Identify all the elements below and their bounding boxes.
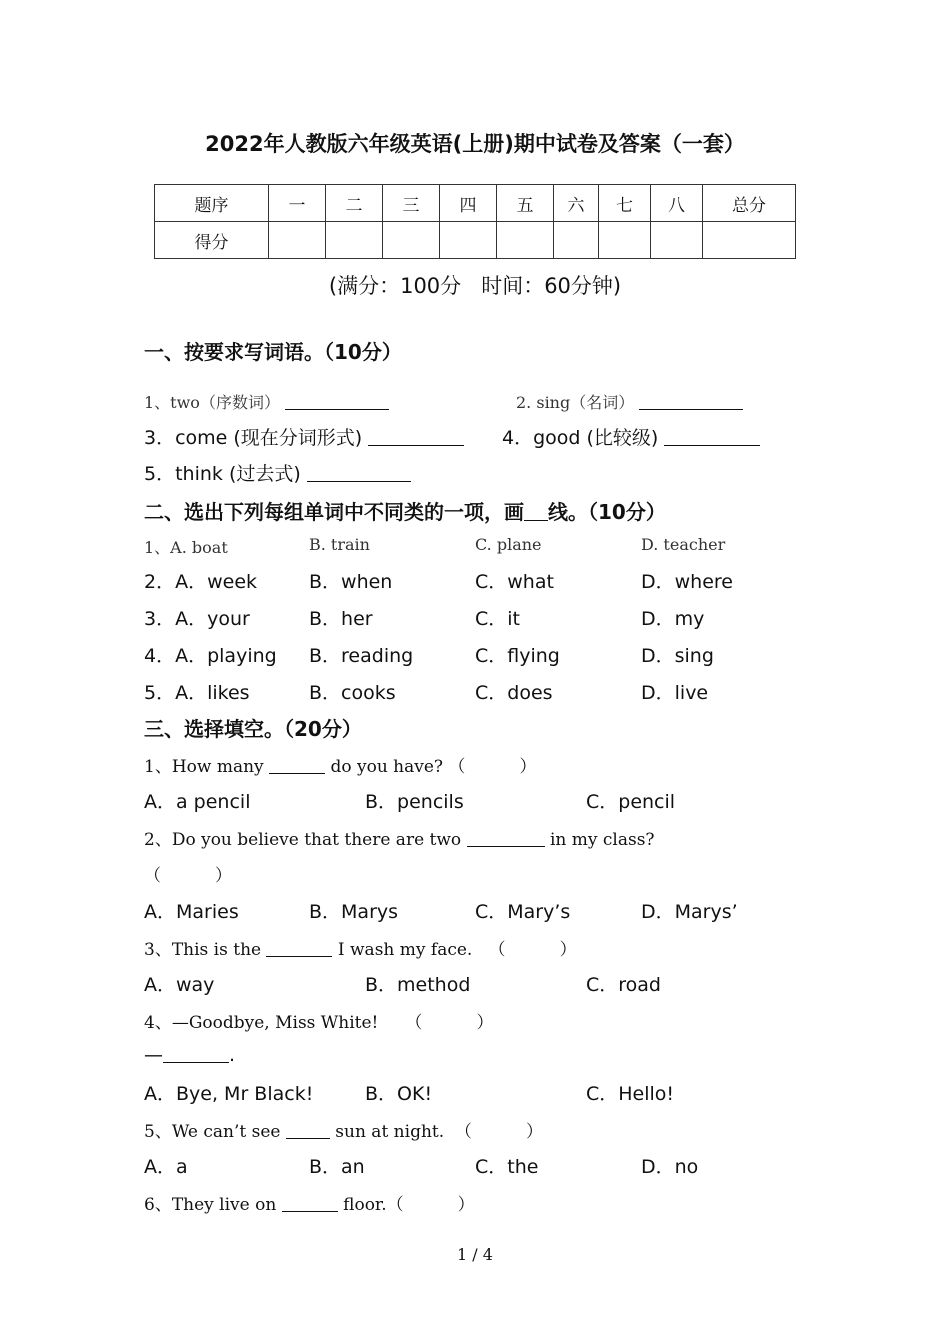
s3-q5-post: sun at night. （ ）: [335, 1122, 543, 1142]
answer-blank[interactable]: [286, 1121, 330, 1139]
s3-option: B．OK!: [365, 1083, 433, 1105]
score-header-cell: 六: [554, 185, 599, 222]
s3-option: B．method: [365, 974, 471, 996]
s2-option: 3．A．your: [144, 608, 250, 630]
s3-option: A．Bye, Mr Black!: [144, 1083, 314, 1105]
score-header-cell: 五: [497, 185, 554, 222]
score-cell[interactable]: [703, 222, 796, 259]
s1-q5-text: 5．think (过去式): [144, 463, 301, 485]
s1-question-1: [144, 390, 389, 413]
s1-question-3: [144, 423, 464, 450]
s3-question-3: [144, 935, 577, 960]
s3-q3-pre: 3、This is the: [144, 940, 262, 960]
s2-option: B. train: [309, 535, 370, 554]
score-cell[interactable]: [599, 222, 651, 259]
s2-heading-pre: 二、选出下列每组单词中不同类的一项，画: [144, 500, 524, 524]
score-header-cell: 题序: [155, 185, 269, 222]
s3-question-4: 4、—Goodbye, Miss White! （ ）: [144, 1013, 494, 1033]
s3-q4-period: .: [229, 1044, 236, 1066]
s3-q2-paren: （ ）: [144, 866, 233, 886]
s1-q2-text: 2. sing（名词）: [516, 393, 635, 412]
s3-option: B．an: [309, 1156, 365, 1178]
score-row-label: 得分: [155, 222, 269, 259]
s2-option: B．when: [309, 571, 393, 593]
s2-option: D．live: [641, 682, 709, 704]
s2-option: B．reading: [309, 645, 414, 667]
s2-heading-post: 线。（10分）: [548, 500, 666, 524]
s2-option: D. teacher: [641, 535, 726, 554]
s2-option: 4．A．playing: [144, 645, 277, 667]
s3-option: A．a pencil: [144, 791, 251, 813]
section3-heading: 三、选择填空。（20分）: [144, 717, 362, 741]
s1-q1-text: 1、two（序数词）: [144, 393, 280, 412]
answer-blank[interactable]: [282, 1194, 338, 1212]
s2-option: D．my: [641, 608, 705, 630]
s3-question-5: [144, 1117, 543, 1142]
score-header-cell: 总分: [703, 185, 796, 222]
answer-blank[interactable]: [163, 1043, 229, 1063]
answer-blank[interactable]: [266, 939, 332, 957]
score-cell[interactable]: [440, 222, 497, 259]
s3-option: B．pencils: [365, 791, 464, 813]
s2-option: C．it: [475, 608, 520, 630]
score-table: [154, 184, 796, 259]
s1-question-2: [516, 390, 743, 413]
s3-q2-post: in my class?: [549, 830, 655, 850]
score-header-cell: 二: [326, 185, 383, 222]
s3-option: C．Mary’s: [475, 901, 571, 923]
s2-option: B．cooks: [309, 682, 396, 704]
s3-option: C．pencil: [586, 791, 676, 813]
score-table-score-row: [155, 222, 796, 259]
answer-blank[interactable]: [285, 393, 389, 410]
score-header-cell: 七: [599, 185, 651, 222]
section1-heading: 一、按要求写词语。（10分）: [144, 340, 402, 364]
score-cell[interactable]: [269, 222, 326, 259]
s3-option: D．Marys’: [641, 901, 738, 923]
s3-q4-dash: —: [144, 1044, 163, 1066]
s3-option: A．Maries: [144, 901, 239, 923]
s2-option: 1、A. boat: [144, 538, 228, 557]
s1-question-4: [502, 423, 760, 450]
underline-mark: [524, 500, 548, 521]
s3-q1-pre: 1、How many: [144, 757, 264, 777]
score-cell[interactable]: [554, 222, 599, 259]
score-cell[interactable]: [497, 222, 554, 259]
answer-blank[interactable]: [307, 462, 411, 482]
s2-option: 2．A．week: [144, 571, 258, 593]
s3-option: D．no: [641, 1156, 699, 1178]
s2-option: B．her: [309, 608, 373, 630]
s1-question-5: [144, 459, 411, 486]
s3-q3-post: I wash my face. （ ）: [337, 940, 577, 960]
s3-option: A．a: [144, 1156, 188, 1178]
s2-option: C．what: [475, 571, 554, 593]
s2-option: C．flying: [475, 645, 560, 667]
answer-blank[interactable]: [269, 756, 325, 774]
answer-blank[interactable]: [467, 829, 545, 847]
answer-blank[interactable]: [639, 393, 743, 410]
s2-option: C．does: [475, 682, 553, 704]
s3-q2-pre: 2、Do you believe that there are two: [144, 830, 462, 850]
s1-q4-text: 4．good (比较级): [502, 427, 659, 449]
s3-option: B．Marys: [309, 901, 399, 923]
s2-option: C. plane: [475, 535, 542, 554]
s3-option: C．Hello!: [586, 1083, 675, 1105]
score-header-cell: 三: [383, 185, 440, 222]
s3-question-2: [144, 825, 655, 850]
answer-blank[interactable]: [368, 426, 464, 446]
s3-q6-pre: 6、They live on: [144, 1195, 277, 1215]
s2-option: D．where: [641, 571, 733, 593]
s3-option: C．the: [475, 1156, 539, 1178]
s1-q3-text: 3．come (现在分词形式): [144, 427, 363, 449]
s3-option: A．way: [144, 974, 215, 996]
s3-q1-post: do you have? （ ）: [330, 757, 537, 777]
s3-q4-reply: [144, 1043, 235, 1066]
exam-meta: (满分：100分 时间：60分钟): [328, 274, 622, 298]
s3-q6-post: floor.（ ）: [343, 1195, 475, 1215]
page-number: 1 / 4: [457, 1245, 493, 1264]
score-cell[interactable]: [383, 222, 440, 259]
score-header-cell: 八: [651, 185, 703, 222]
s2-option: D．sing: [641, 645, 714, 667]
s3-q5-pre: 5、We can’t see: [144, 1122, 281, 1142]
s2-option: 5．A．likes: [144, 682, 250, 704]
score-cell[interactable]: [326, 222, 383, 259]
answer-blank[interactable]: [664, 426, 760, 446]
score-header-cell: 一: [269, 185, 326, 222]
s3-question-1: [144, 752, 536, 777]
s3-option: C．road: [586, 974, 661, 996]
page-title: 2022年人教版六年级英语(上册)期中试卷及答案（一套）: [205, 132, 745, 156]
score-table-header-row: [155, 185, 796, 222]
section2-heading: [144, 496, 666, 525]
score-header-cell: 四: [440, 185, 497, 222]
s3-question-6: [144, 1190, 475, 1215]
score-cell[interactable]: [651, 222, 703, 259]
